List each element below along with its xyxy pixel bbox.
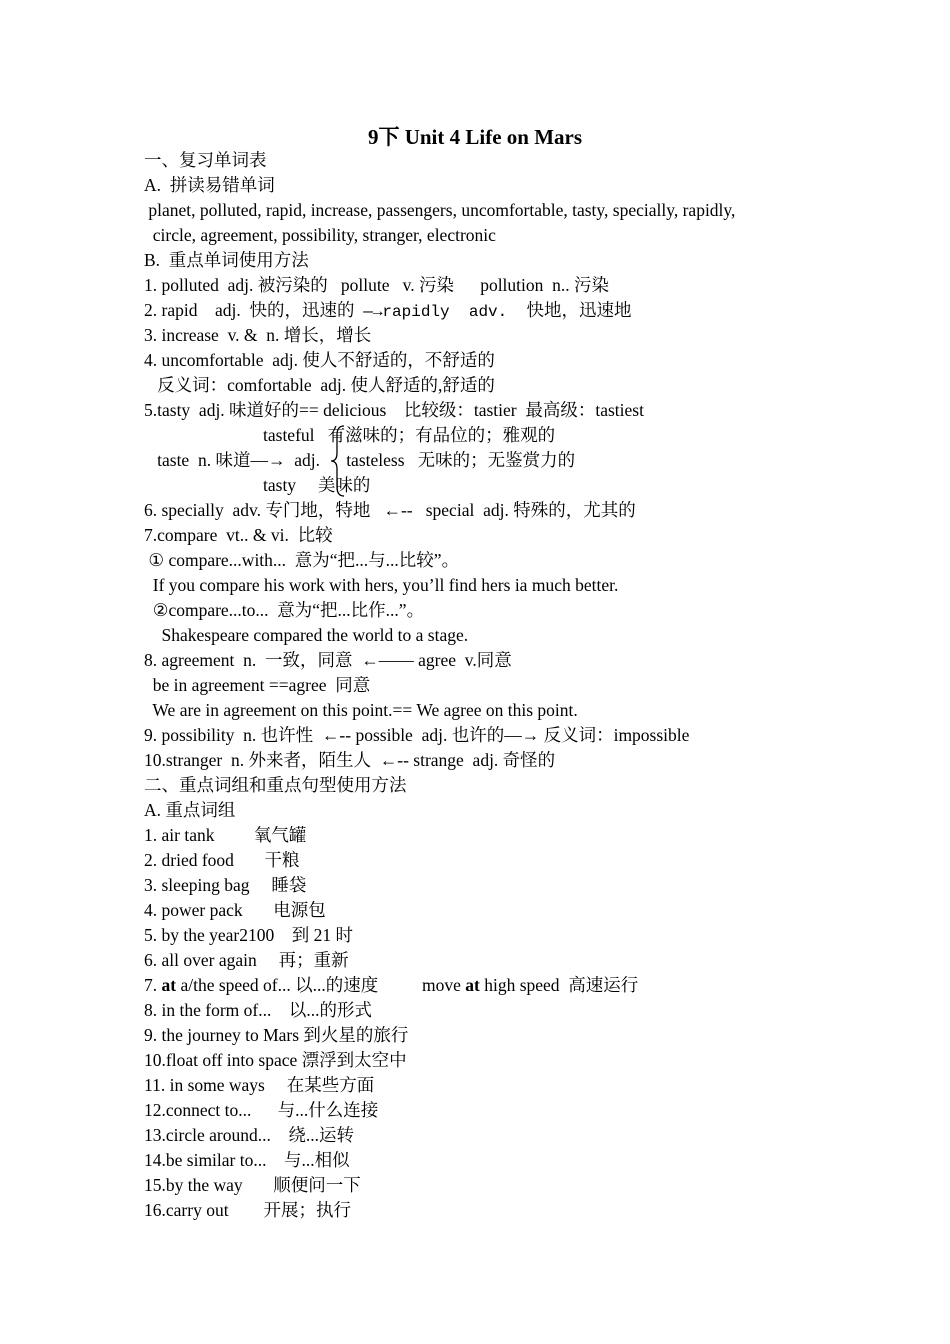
phrase-item: 8. in the form of... 以...的形式 <box>144 1000 372 1020</box>
page-title: 9下 Unit 4 Life on Mars <box>367 125 583 149</box>
brace-icon <box>330 425 346 497</box>
subsection-a: A. 拼读易错单词 <box>144 175 275 195</box>
subsection-b: B. 重点单词使用方法 <box>144 250 309 270</box>
agreement-example: We are in agreement on this point.== We agree on this point. <box>144 700 578 720</box>
word-list-line-2: circle, agreement, possibility, stranger, electronic <box>144 225 496 245</box>
phrase-item: 11. in some ways 在某些方面 <box>144 1075 375 1095</box>
subsection-2a: A. 重点词组 <box>144 800 236 820</box>
word-entry-6: 6. specially adv. 专门地，特地 ←-- special adj. 特殊的，尤其的 <box>144 500 636 520</box>
section-heading-1: 一、复习单词表 <box>144 150 267 170</box>
word-entry-8: 8. agreement n. 一致，同意 ←—— agree v.同意 <box>144 650 512 670</box>
phrase-item-7 <box>144 973 638 998</box>
word-entry-3: 3. increase v. & n. 增长，增长 <box>144 325 372 345</box>
phrase-item: 3. sleeping bag 睡袋 <box>144 875 307 895</box>
phrase-item: 10.float off into space 漂浮到太空中 <box>144 1050 407 1070</box>
taste-tasteless: taste n. 味道—→ adj. tasteless 无味的；无鉴赏力的 <box>144 450 576 470</box>
phrase-item: 14.be similar to... 与...相似 <box>144 1150 350 1170</box>
phrase-item: 12.connect to... 与...什么连接 <box>144 1100 379 1120</box>
word-entry-4-antonym: 反义词：comfortable adj. 使人舒适的,舒适的 <box>144 375 495 395</box>
phrase-item: 6. all over again 再；重新 <box>144 950 349 970</box>
phrase-item: 4. power pack 电源包 <box>144 900 326 920</box>
word-entry-2-c: 快地，迅速地 <box>526 300 632 320</box>
phrase-item: 5. by the year2100 到 21 时 <box>144 925 353 945</box>
word-entry-9: 9. possibility n. 也许性 ←-- possible adj. 也许的—→ 反义词：impossible <box>144 725 690 745</box>
phrase-bold: at <box>465 975 480 995</box>
phrase-item: 9. the journey to Mars 到火星的旅行 <box>144 1025 409 1045</box>
phrase-number: 7. <box>144 975 162 995</box>
section-heading-2: 二、重点词组和重点句型使用方法 <box>144 775 407 795</box>
word-entry-5: 5.tasty adj. 味道好的== delicious 比较级：tastier 最高级：tastiest <box>144 400 644 420</box>
phrase-item: 15.by the way 顺便问一下 <box>144 1175 361 1195</box>
word-entry-2-a: 2. rapid adj. 快的，迅速的 <box>144 300 364 320</box>
compare-with-example: If you compare his work with hers, you’ll find hers ia much better. <box>144 575 619 595</box>
taste-tasty: tasty 美味的 <box>263 475 371 495</box>
word-entry-2-b: —→rapidly adv. <box>363 303 527 321</box>
agreement-usage: be in agreement ==agree 同意 <box>144 675 371 695</box>
word-list-line-1: planet, polluted, rapid, increase, passengers, uncomfortable, tasty, specially, rapidly, <box>144 200 736 220</box>
word-entry-1: 1. polluted adj. 被污染的 pollute v. 污染 pollution n.. 污染 <box>144 275 610 295</box>
taste-tasteful: tasteful 有滋味的；有品位的；雅观的 <box>263 425 556 445</box>
word-entry-7: 7.compare vt.. & vi. 比较 <box>144 525 333 545</box>
phrase-text: a/the speed of... 以...的速度 move <box>176 975 466 995</box>
compare-with: ① compare...with... 意为“把...与...比较”。 <box>144 550 460 570</box>
compare-to: ②compare...to... 意为“把...比作...”。 <box>144 600 425 620</box>
phrase-item: 13.circle around... 绕...运转 <box>144 1125 354 1145</box>
phrase-bold: at <box>161 975 177 995</box>
word-entry-10: 10.stranger n. 外来者，陌生人 ←-- strange adj. 奇怪的 <box>144 750 556 770</box>
phrase-item: 16.carry out 开展；执行 <box>144 1200 352 1220</box>
phrase-text: high speed 高速运行 <box>479 975 639 995</box>
phrase-item: 2. dried food 干粮 <box>144 850 300 870</box>
word-entry-2 <box>144 298 631 325</box>
compare-to-example: Shakespeare compared the world to a stage. <box>144 625 469 645</box>
word-entry-4: 4. uncomfortable adj. 使人不舒适的，不舒适的 <box>144 350 495 370</box>
phrase-item: 1. air tank 氧气罐 <box>144 825 307 845</box>
